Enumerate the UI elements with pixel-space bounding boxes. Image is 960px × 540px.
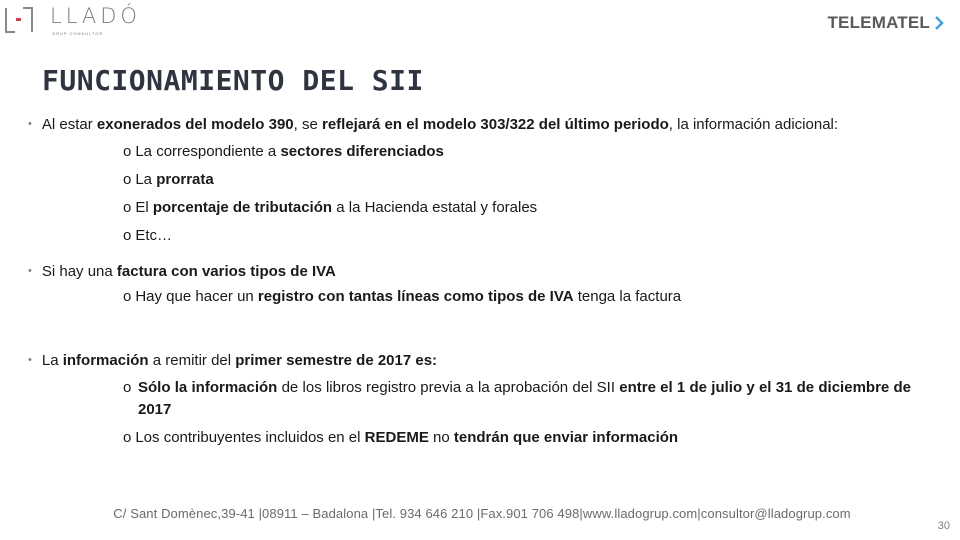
bullet-exonerados — [28, 115, 838, 136]
telematel-logo — [827, 12, 944, 34]
circle-bullet-icon: o — [123, 288, 132, 305]
text-bold: factura con varios tipos de IVA — [116, 263, 336, 280]
bullet-informacion — [28, 351, 437, 372]
circle-bullet-icon: o — [123, 429, 132, 446]
bullet-icon: • — [28, 265, 32, 277]
footer-text: C/ Sant Domènec,39-41 |08911 – Badalona |Tel. 934 646 210 |Fax.901 706 498|www.lladogrup.com|consultor@lladogrup.com — [113, 506, 851, 521]
sub-item-etc — [123, 226, 172, 246]
text: La — [41, 352, 63, 369]
text: Al estar — [41, 116, 97, 133]
llado-tagline: GRUP CONSULTOR — [52, 31, 104, 36]
text-bold: reflejará en el modelo 303/322 del último periodo — [322, 116, 669, 133]
text: Hay que hacer un — [135, 288, 258, 305]
text-bold: exonerados del modelo 390 — [96, 116, 294, 133]
footer-contact — [0, 506, 960, 521]
text-bold: información — [62, 352, 149, 369]
bullet-factura — [28, 262, 336, 283]
text-bold: Sólo la información — [138, 379, 278, 396]
text: La — [135, 171, 157, 188]
text-bold: sectores diferenciados — [280, 143, 444, 160]
circle-bullet-icon: o — [123, 199, 132, 216]
circle-bullet-icon: o — [123, 143, 132, 160]
text: Si hay una — [41, 263, 117, 280]
text: Los contribuyentes incluidos en el — [135, 429, 365, 446]
sub-item-redeme — [123, 428, 678, 448]
text: tenga la factura — [573, 288, 682, 305]
text: de los libros registro previa a la aprobación del SII — [277, 379, 620, 396]
bullet-icon: • — [28, 118, 32, 130]
llado-wordmark: LLADÓ — [50, 4, 141, 28]
llado-mark-icon — [4, 6, 34, 34]
text: La correspondiente a — [135, 143, 281, 160]
text: Etc… — [135, 227, 173, 244]
sub-item-sectores — [123, 142, 444, 162]
sub-item-prorrata — [123, 170, 214, 190]
text: El — [135, 199, 153, 216]
circle-bullet-icon: o — [123, 379, 132, 396]
text-bold: tendrán que enviar información — [453, 429, 679, 446]
page-title: FUNCIONAMIENTO DEL SII — [42, 64, 424, 97]
text: no — [428, 429, 454, 446]
text-bold: prorrata — [156, 171, 214, 188]
telematel-wordmark: TELEMATEL — [827, 13, 930, 32]
text-bold: primer semestre de 2017 es: — [235, 352, 438, 369]
sub-item-porcentaje — [123, 198, 537, 218]
circle-bullet-icon: o — [123, 227, 132, 244]
text: a remitir del — [148, 352, 236, 369]
llado-logo — [4, 4, 141, 36]
solo-informacion-text — [138, 377, 911, 421]
page-number: 30 — [937, 520, 950, 532]
circle-bullet-icon: o — [123, 171, 132, 188]
text: a la Hacienda estatal y forales — [332, 199, 538, 216]
text-bold: registro con tantas líneas como tipos de IVA — [257, 288, 574, 305]
text-bold: porcentaje de tributación — [152, 199, 333, 216]
text-bold: entre el 1 de julio y el 31 de diciembre de 2017 — [138, 379, 911, 418]
chevron-right-icon — [934, 15, 944, 31]
text: , la información adicional: — [668, 116, 839, 133]
bullet-icon: • — [28, 354, 32, 366]
text-bold: REDEME — [364, 429, 429, 446]
sub-item-registro — [123, 287, 681, 307]
text: , se — [293, 116, 322, 133]
